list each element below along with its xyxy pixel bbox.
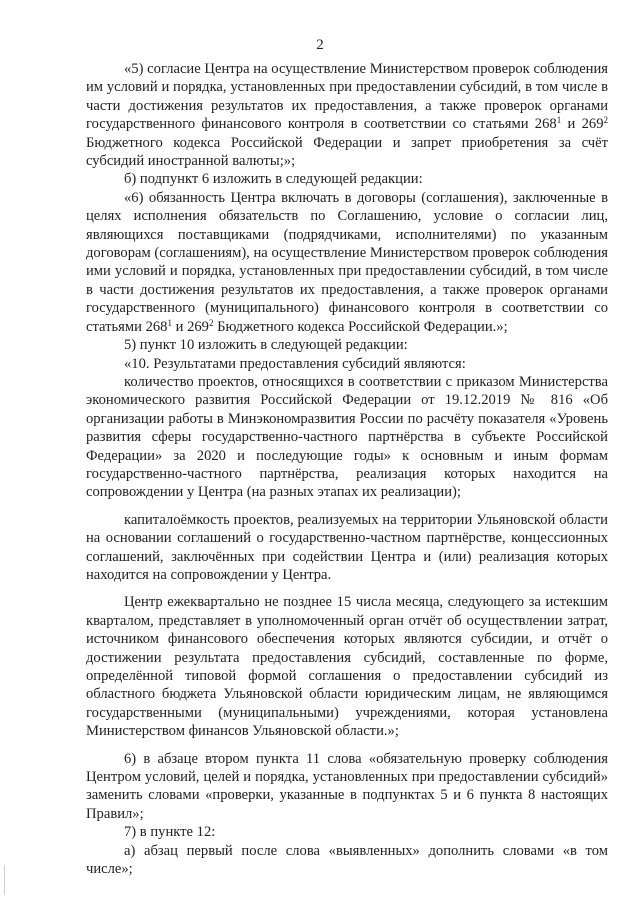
- page-number: 2: [316, 37, 324, 53]
- paragraph-subitem-6: «6) обязанность Центра включать в договоры (соглашения), заключенные в целях исполнения обязательств по Соглашению, условие о согласии лиц, являющихся поставщиками (подрядчиками, исполнителями) по указанным договорам (соглашениям), на осуществление Министерством проверок соблюдения ими условий и порядка, установленных при предоставлении субсидий, в том числе в части достижения результатов их предоставления, а также проверок органами государственного (муниципального) финансового контроля в соответствии со статьями $268^1$ и $269^2$ Бюджетного кодекса Российской Федерации.»;: [86, 189, 608, 335]
- document-body: [86, 60, 608, 878]
- paragraph-b: б) подпункт 6 изложить в следующей редакции:: [124, 171, 423, 188]
- paragraph-item-10: «10. Результатами предоставления субсидий являются:: [124, 355, 466, 372]
- scan-edge-mark: [4, 865, 5, 895]
- paragraph-item-7: 7) в пункте 12:: [124, 824, 216, 841]
- paragraph-subitem-5: «5) согласие Центра на осуществление Министерством проверок соблюдения им условий и порядка, установленных при предоставлении субсидий, в том числе в части достижения результатов их предоставления, а также проверок органами государственного финансового контроля в соответствии со статьями $268^1$ и $269^2$ Бюджетного кодекса Российской Федерации и запрет приобретения за счёт субсидий иностранной валюты;»;: [86, 61, 608, 170]
- paragraph-item-6: 6) в абзаце втором пункта 11 слова «обязательную проверку соблюдения Центром условий, целей и порядка, установленных при предоставлении субсидий» заменить словами «проверки, указанные в подпунктах 5 и 6 пункта 8 настоящих Правил»;: [86, 750, 608, 822]
- paragraph-a: а) абзац первый после слова «выявленных» дополнить словами «в том числе»;: [86, 842, 608, 878]
- paragraph-projects-count: количество проектов, относящихся в соответствии с приказом Министерства экономического развития Российской Федерации от 19.12.2019 № 816 «Об организации работы в Минэкономразвития России по расчёту показателя «Уровень развития сферы государственно-частного партнёрства в субъекте Российской Федерации» за 2020 и последующие годы» к основным и иным формам государственно-частного партнёрства, реализация которых находится на сопровождении у Центра (на разных этапах их реализации);: [86, 373, 608, 501]
- paragraph-quarterly-report: Центр ежеквартально не позднее 15 числа месяца, следующего за истекшим кварталом, представляет в уполномоченный орган отчёт об осуществлении затрат, источником финансового обеспечения которых являются субсидии, и отчёт о достижении результата предоставления субсидий, составленные по форме, определённой типовой формой соглашения о предоставлении субсидий из областного бюджета Ульяновской области юридическим лицам, не являющимся государственными (муниципальными) учреждениями, которая установлена Министерством финансов Ульяновской области.»;: [86, 594, 608, 740]
- paragraph-item-5: 5) пункт 10 изложить в следующей редакции:: [124, 337, 408, 354]
- paragraph-capital-intensity: капиталоёмкость проектов, реализуемых на территории Ульяновской области на основании соглашений о государственно-частном партнёрстве, концессионных соглашений, заключённых при содействии Центра и (или) реализация которых находится на сопровождении у Центра.: [86, 511, 608, 583]
